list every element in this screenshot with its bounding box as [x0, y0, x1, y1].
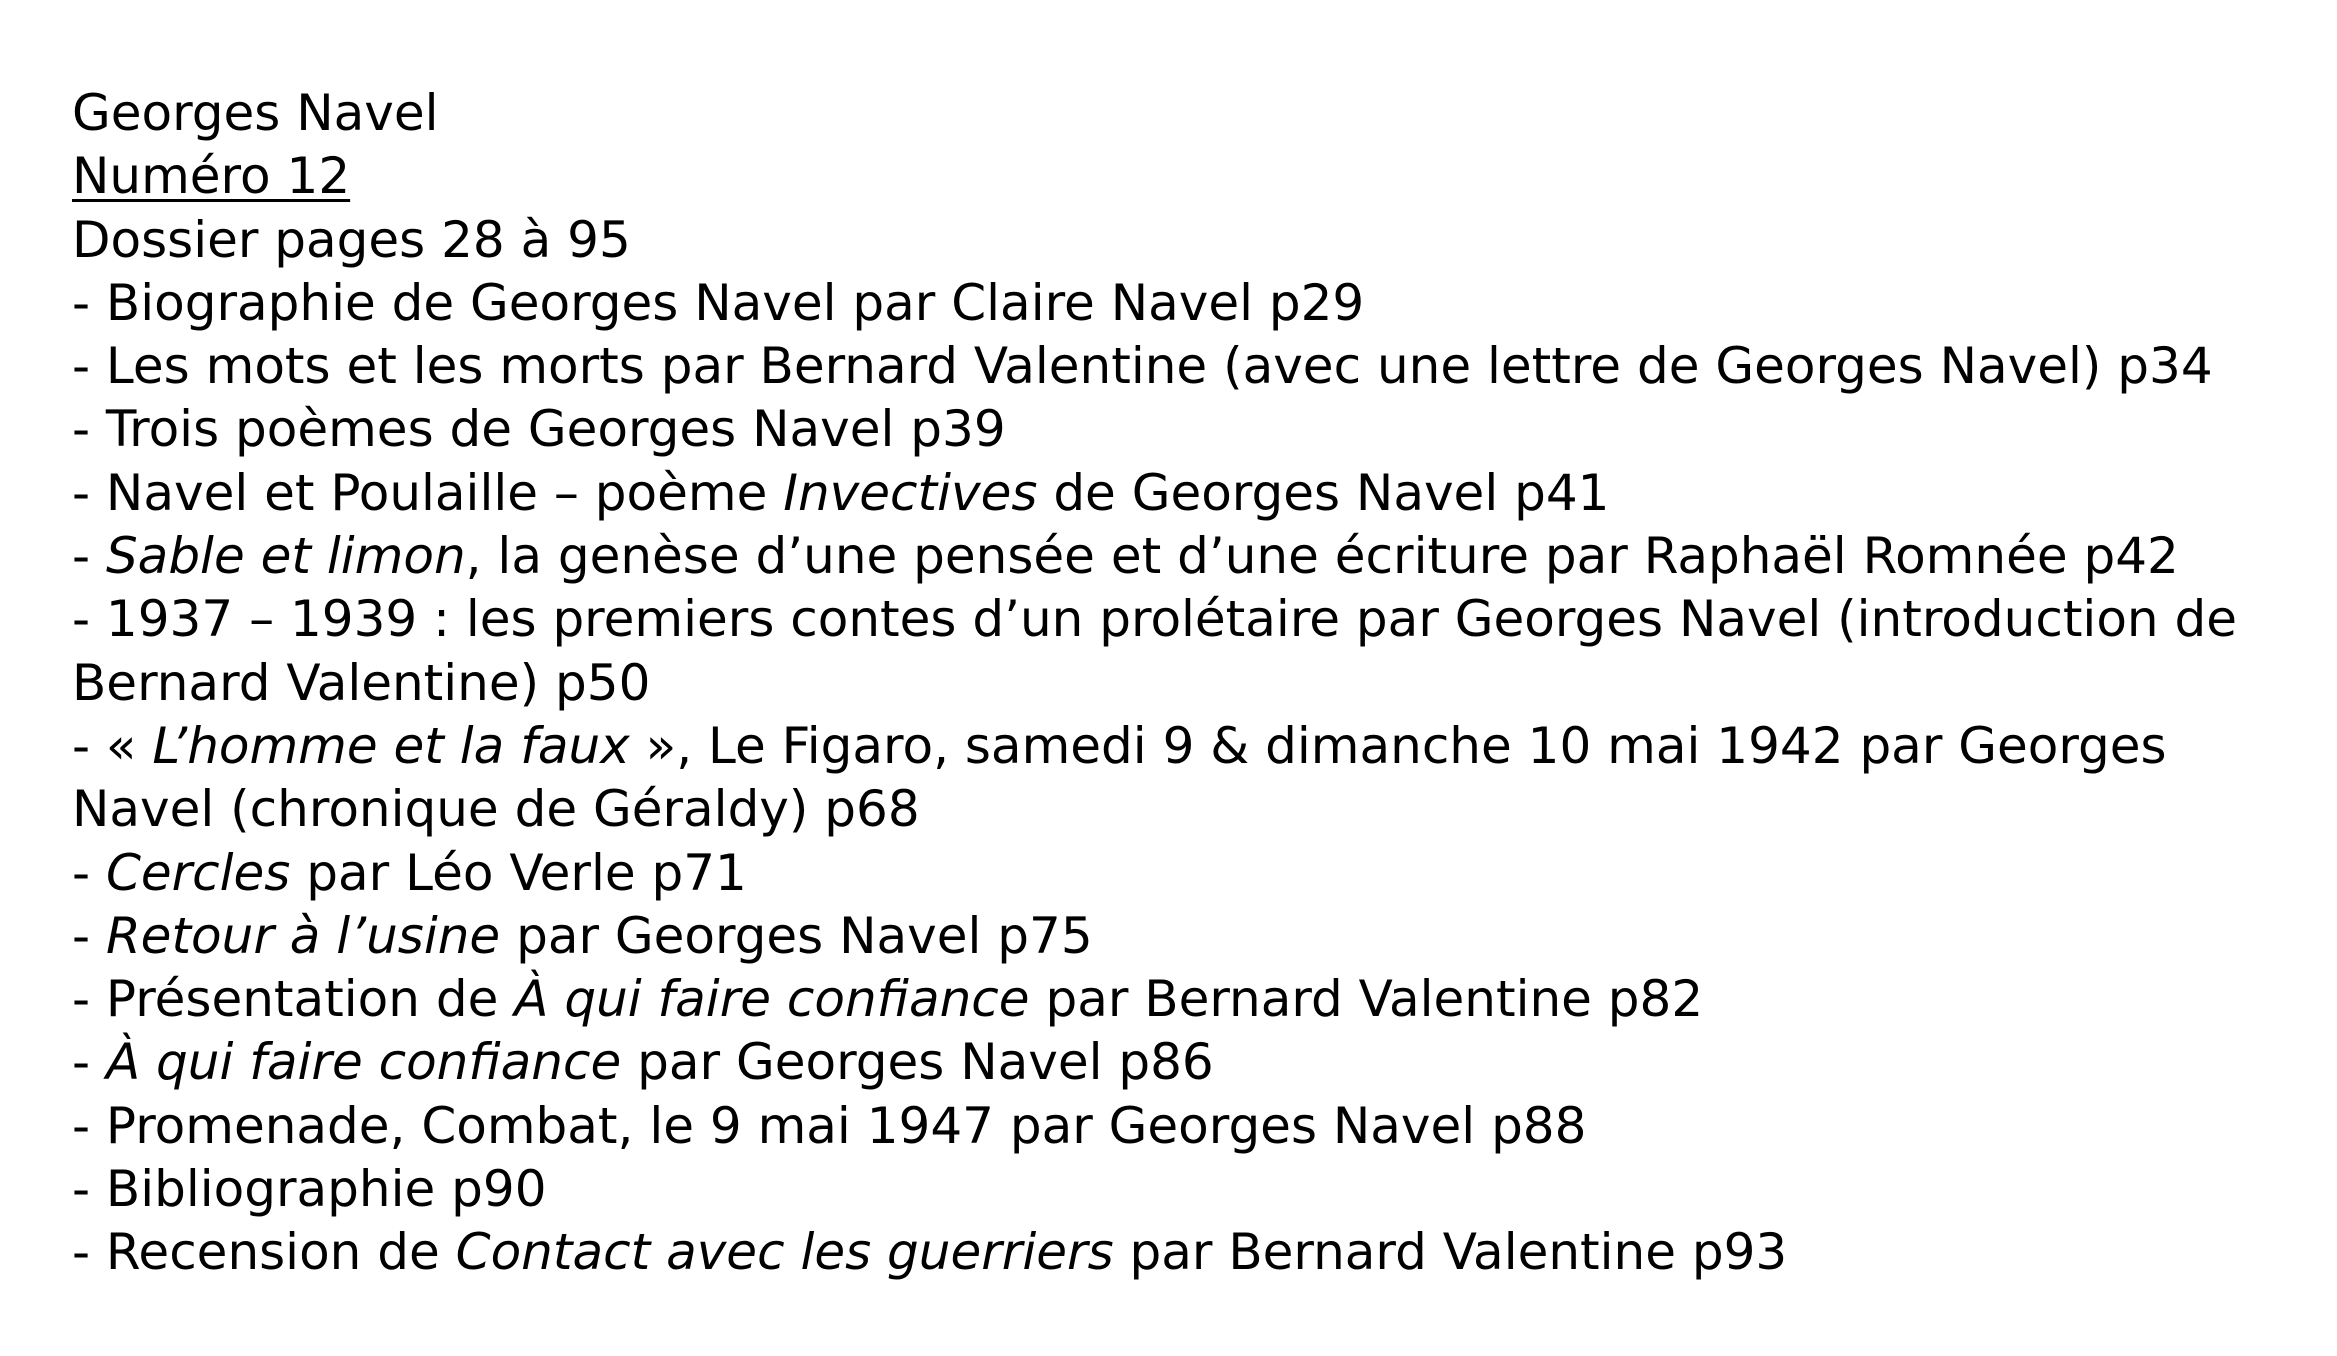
toc-entry	[72, 905, 2292, 968]
toc-entry-text: par Bernard Valentine p93	[1113, 1223, 1788, 1282]
toc-entry-text: de Georges Navel p41	[1037, 463, 1610, 522]
toc-entry-text: -	[72, 1033, 106, 1092]
toc-entry	[72, 1095, 2292, 1158]
toc-entry-text: par Léo Verle p71	[290, 843, 747, 902]
toc-entry-text: - Présentation de	[72, 970, 515, 1029]
document-title: Georges Navel	[72, 84, 439, 142]
toc-entry	[72, 1158, 2292, 1221]
toc-entry-title-italic: L’homme et la faux	[152, 716, 630, 775]
toc-entry-text: -	[72, 843, 106, 902]
toc-entry-text: par Georges Navel p86	[621, 1033, 1214, 1092]
toc-entry	[72, 462, 2292, 525]
toc-entry-text: - Les mots et les morts par Bernard Valentine (avec une lettre de Georges Navel) p34	[72, 337, 2213, 396]
toc-entry-text: par Georges Navel p75	[500, 906, 1093, 965]
toc-entry-text: - «	[72, 716, 153, 775]
toc-entry	[72, 525, 2292, 588]
toc-entry-title-italic: À qui faire confiance	[105, 1033, 622, 1092]
toc-entry-text: par Bernard Valentine p82	[1029, 970, 1704, 1029]
toc-entry-text: -	[72, 527, 106, 586]
toc-entry-text: Navel (chronique de Géraldy) p68	[72, 780, 920, 839]
document-page	[72, 82, 2292, 1285]
toc-entry-text: -	[72, 906, 106, 965]
toc-entry-text: - Recension de	[72, 1223, 456, 1282]
toc-entry	[72, 1221, 2292, 1284]
toc-entry-title-italic: Cercles	[105, 843, 291, 902]
toc-entry-text: - Bibliographie p90	[72, 1160, 547, 1219]
toc-entry-text: - Navel et Poulaille – poème	[72, 463, 784, 522]
issue-number: Numéro 12	[72, 147, 351, 206]
toc-entry-text: - Trois poèmes de Georges Navel p39	[72, 400, 1006, 459]
toc-entry	[72, 398, 2292, 461]
toc-entry-text: - Promenade, Combat, le 9 mai 1947 par Georges Navel p88	[72, 1096, 1587, 1155]
toc-entry	[72, 715, 2292, 842]
dossier-range: Dossier pages 28 à 95	[72, 210, 631, 269]
toc-entry	[72, 272, 2292, 335]
toc-entry	[72, 335, 2292, 398]
toc-entry-text: Bernard Valentine) p50	[72, 653, 651, 712]
toc-entry-text: - 1937 – 1939 : les premiers contes d’un prolétaire par Georges Navel (introduction de	[72, 590, 2237, 649]
toc-entry-title-italic: Invectives	[783, 463, 1038, 522]
toc-entry-title-italic: Contact avec les guerriers	[455, 1223, 1114, 1282]
toc-entry-title-italic: Sable et limon	[105, 527, 466, 586]
toc-entry	[72, 968, 2292, 1031]
toc-entry	[72, 1031, 2292, 1094]
toc-entry-title-italic: À qui faire confiance	[514, 970, 1030, 1029]
table-of-contents	[72, 272, 2292, 1285]
toc-entry	[72, 842, 2292, 905]
toc-entry	[72, 588, 2292, 715]
toc-entry-text: », Le Figaro, samedi 9 & dimanche 10 mai 1942 par Georges	[629, 716, 2167, 775]
toc-entry-title-italic: Retour à l’usine	[105, 906, 501, 965]
toc-entry-text: - Biographie de Georges Navel par Claire Navel p29	[72, 273, 1365, 332]
toc-entry-text: , la genèse d’une pensée et d’une écriture par Raphaël Romnée p42	[465, 527, 2179, 586]
